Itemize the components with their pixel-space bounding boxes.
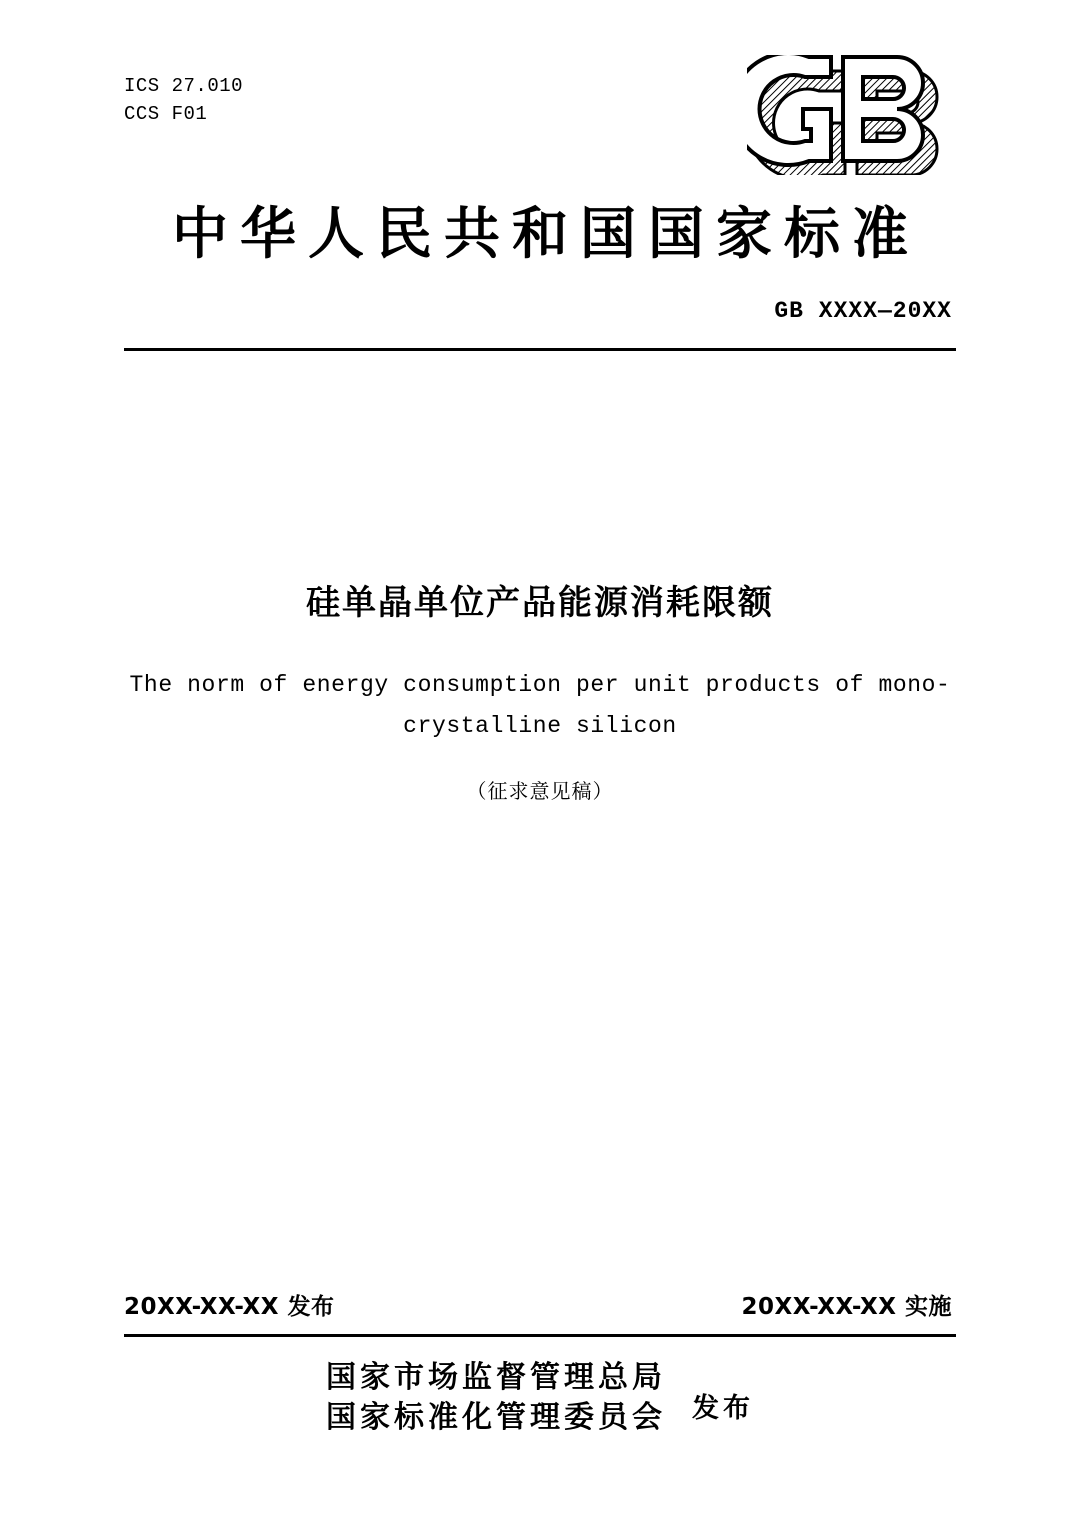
ics-code: ICS 27.010 [124, 75, 244, 97]
implementation-date: 20XX-XX-XX 实施 [741, 1294, 952, 1320]
issue-date: 20XX-XX-XX 发布 [124, 1294, 335, 1320]
publisher-line-2: 国家标准化管理委员会 [326, 1400, 666, 1435]
document-title-chinese: 硅单晶单位产品能源消耗限额 [306, 583, 774, 623]
header-divider [124, 348, 956, 351]
national-standard-title: 中华人民共和国国家标准 [172, 202, 920, 267]
gb-emblem-icon [747, 55, 962, 175]
document-title-english: The norm of energy consumption per unit products of mono-crystalline silicon [129, 672, 951, 739]
publisher-line-1: 国家市场监督管理总局 [326, 1360, 666, 1395]
document-stage-label: （征求意见稿） [466, 779, 614, 803]
classification-codes [124, 72, 243, 128]
standard-number: GB XXXX—20XX [774, 298, 952, 324]
publisher-names [326, 1358, 666, 1438]
ccs-code: CCS F01 [124, 103, 208, 125]
footer-divider [124, 1334, 956, 1337]
publisher-block [0, 1358, 1080, 1438]
publish-verb: 发布 [692, 1392, 754, 1424]
